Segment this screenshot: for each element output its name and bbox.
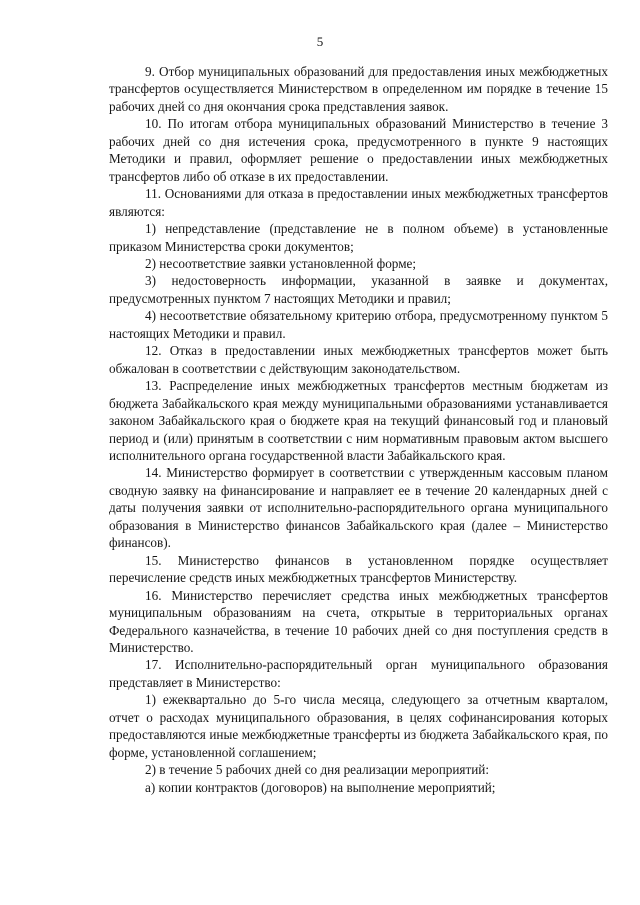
paragraph-11-item-3: 3) недостоверность информации, указанной в заявке и документах, предусмотренных пунктом 7 настоящих Методики и правил;: [109, 273, 608, 306]
paragraph-11-item-4: 4) несоответствие обязательному критерию отбора, предусмотренному пунктом 5 настоящих Методики и правил.: [109, 308, 608, 341]
paragraph-17-item-2: 2) в течение 5 рабочих дней со дня реализации мероприятий:: [145, 762, 490, 778]
paragraph-11-item-2: 2) несоответствие заявки установленной форме;: [145, 255, 417, 271]
paragraph-16: 16. Министерство перечисляет средства иных межбюджетных трансфертов муниципальным образованиям на счета, открытые в территориальных органах Федерального казначейства, в течение 10 рабочих дней со дня поступления средств в Министерство.: [109, 587, 608, 655]
page-number: 5: [316, 34, 324, 49]
paragraph-17-item-2a: а) копии контрактов (договоров) на выполнение мероприятий;: [145, 779, 496, 795]
paragraph-11: 11. Основаниями для отказа в предоставлении иных межбюджетных трансфертов являются:: [109, 186, 608, 219]
paragraph-14: 14. Министерство формирует в соответствии с утвержденным кассовым планом сводную заявку на финансирование и направляет ее в течение 20 календарных дней с даты получения заявки от исполнительно-распорядительного органа муниципального образования в Министерство финансов Забайкальского края (далее – Министерство финансов).: [109, 465, 608, 551]
paragraph-11-item-1: 1) непредставление (представление не в полном объеме) в установленные приказом Министерства сроки документов;: [109, 221, 608, 254]
paragraph-17: 17. Исполнительно-распорядительный орган муниципального образования представляет в Министерство:: [109, 657, 608, 690]
paragraph-12: 12. Отказ в предоставлении иных межбюджетных трансфертов может быть обжалован в соответствии с действующим законодательством.: [109, 343, 608, 376]
paragraph-13: 13. Распределение иных межбюджетных трансфертов местным бюджетам из бюджета Забайкальского края между муниципальными образованиями устанавливается законом Забайкальского края о бюджете края на текущий финансовый год и плановый период и (или) принятым в соответствии с ним нормативным правовым актом высшего исполнительного органа государственной власти Забайкальского края.: [109, 378, 608, 463]
paragraph-10: 10. По итогам отбора муниципальных образований Министерство в течение 3 рабочих дней со дня истечения срока, предусмотренного в пункте 9 настоящих Методики и правил, оформляет решение о предоставлении иных межбюджетных трансфертов либо об отказе в их предоставлении.: [109, 116, 608, 184]
paragraph-15: 15. Министерство финансов в установленном порядке осуществляет перечисление средств иных межбюджетных трансфертов Министерству.: [109, 552, 608, 586]
paragraph-17-item-1: 1) ежеквартально до 5-го числа месяца, следующего за отчетным кварталом, отчет о расходах муниципального образования, в целях софинансирования которых предоставляются иные межбюджетные трансферты из бюджета Забайкальского края, по форме, установленной соглашением;: [109, 692, 608, 760]
document-body: [109, 63, 608, 796]
paragraph-9: 9. Отбор муниципальных образований для предоставления иных межбюджетных трансфертов осуществляется Министерством в определенном им порядке в течение 15 рабочих дней со дня окончания срока представления заявок.: [109, 64, 608, 114]
